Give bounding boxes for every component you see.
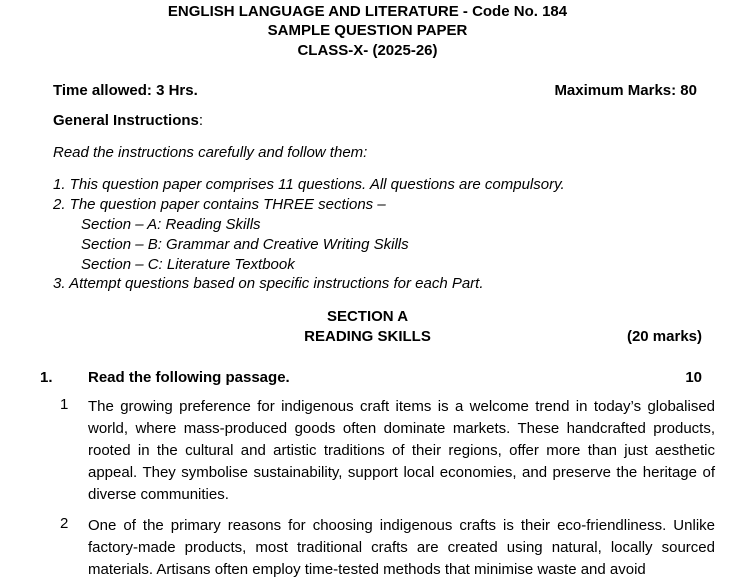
section-title: SECTION A xyxy=(326,308,409,325)
section-marks: (20 marks) xyxy=(626,328,702,345)
class-line: CLASS-X- (2025-26) xyxy=(297,42,438,59)
paragraph-number: 2 xyxy=(60,515,69,532)
passage-paragraph: One of the primary reasons for choosing indigenous crafts is their eco-friendliness. Unlike factory-made products, most traditional crafts are created using natural, locally sourced materials. Artisans often employ time-tested methods that minimise waste and avoid xyxy=(88,517,715,578)
question-prompt: Read the following passage. xyxy=(88,369,290,386)
instruction-subitem: Section – C: Literature Textbook xyxy=(81,256,295,273)
question-number: 1. xyxy=(40,369,53,386)
instruction-subitem: Section – A: Reading Skills xyxy=(81,216,261,233)
time-allowed: Time allowed: 3 Hrs. xyxy=(53,82,198,99)
section-subtitle: READING SKILLS xyxy=(304,328,431,345)
maximum-marks: Maximum Marks: 80 xyxy=(554,82,697,99)
general-instructions-colon: : xyxy=(198,112,204,129)
general-instructions-label: General Instructions xyxy=(53,112,199,129)
instructions-intro: Read the instructions carefully and follow them: xyxy=(53,144,368,161)
paper-title: ENGLISH LANGUAGE AND LITERATURE - Code No. 184 xyxy=(167,3,568,20)
question-marks: 10 xyxy=(685,369,702,386)
passage-paragraph: The growing preference for indigenous craft items is a welcome trend in today’s globalised world, where mass-produced goods often dominate markets. These handcrafted products, rooted in the cultural and artistic traditions of their regions, offer more than just aesthetic appeal. They symbolise sustainability, support local economies, and preserve the heritage of diverse communities. xyxy=(88,398,715,503)
instruction-item: 3. Attempt questions based on specific instructions for each Part. xyxy=(53,275,484,292)
instruction-item: 2. The question paper contains THREE sections – xyxy=(53,196,386,213)
paragraph-number: 1 xyxy=(60,396,69,413)
general-instructions-heading xyxy=(53,112,203,129)
instruction-item: 1. This question paper comprises 11 questions. All questions are compulsory. xyxy=(53,176,565,193)
paper-subtitle: SAMPLE QUESTION PAPER xyxy=(267,22,468,39)
instruction-subitem: Section – B: Grammar and Creative Writing Skills xyxy=(81,236,409,253)
